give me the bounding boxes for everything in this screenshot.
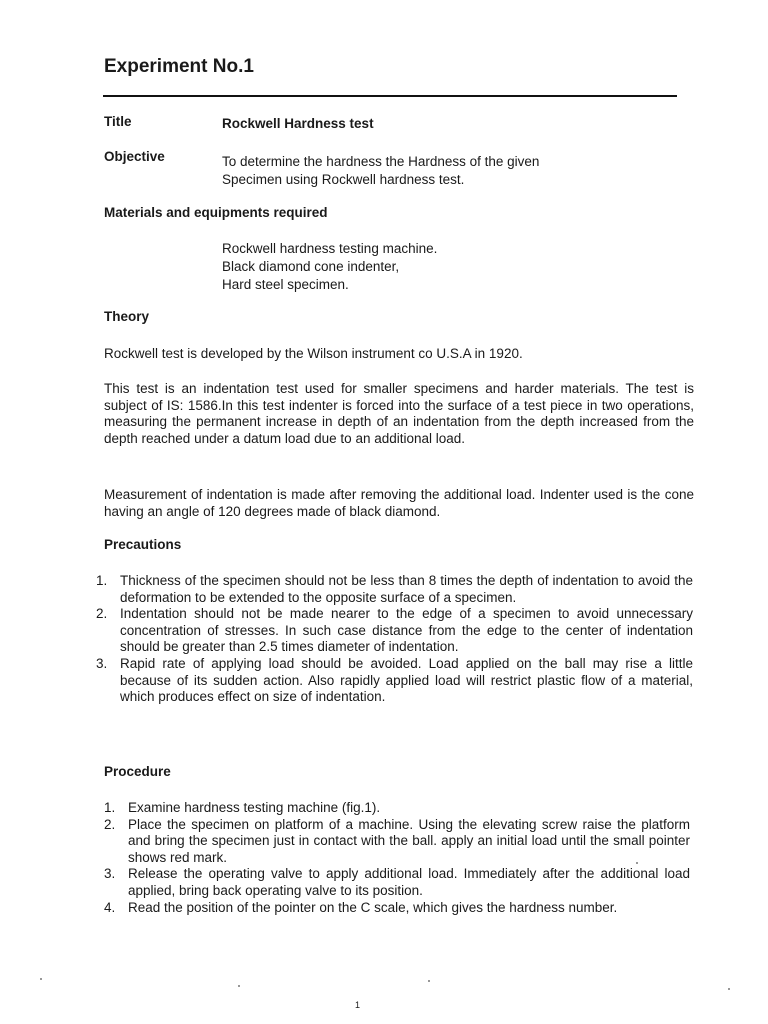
page-number: 1 [355, 1000, 361, 1010]
objective-label: Objective [104, 149, 165, 164]
materials-list [222, 240, 437, 294]
precaution-item [96, 606, 693, 656]
precaution-text: Indentation should not be made nearer to the edge of a specimen to avoid unnecessary concentration of stresses. In such case distance from the edge to the center of indentation should be greater than 2.5 times diameter of indentation. [120, 606, 693, 655]
title-value: Rockwell Hardness test [222, 116, 374, 131]
procedure-text: Examine hardness testing machine (fig.1). [128, 800, 381, 815]
procedure-text: Read the position of the pointer on the C scale, which gives the hardness number. [128, 899, 618, 915]
procedure-item [104, 899, 690, 917]
procedure-list [104, 800, 690, 916]
procedure-item [104, 866, 690, 899]
precautions-list [96, 573, 693, 706]
scan-speck [238, 985, 240, 987]
precaution-item [96, 655, 693, 706]
scan-speck [636, 862, 638, 864]
procedure-item [104, 816, 690, 867]
scan-speck [40, 978, 42, 980]
materials-label: Materials and equipments required [104, 205, 328, 220]
precaution-text: Rapid rate of applying load should be avoided. Load applied on the ball may rise a little because of its sudden action. Also rapidly applied load will restrict plastic flow of a material, which produces effect on size of indentation. [120, 655, 693, 705]
objective-line: To determine the hardness the Hardness of the given [222, 154, 540, 169]
procedure-text: Place the specimen on platform of a machine. Using the elevating screw raise the platform and bring the specimen just in contact with the ball. apply an initial load until the small pointer shows red mark. [128, 816, 690, 865]
precaution-number: 2. [96, 606, 108, 622]
procedure-label: Procedure [104, 764, 171, 779]
materials-item: Hard steel specimen. [222, 277, 349, 292]
procedure-number: 3. [104, 866, 116, 882]
title-label: Title [104, 114, 132, 129]
procedure-number: 4. [104, 899, 116, 915]
experiment-heading: Experiment No.1 [104, 56, 254, 77]
procedure-item [104, 800, 690, 817]
precautions-label: Precautions [104, 537, 182, 552]
procedure-number: 1. [104, 800, 116, 815]
scan-speck [428, 980, 430, 982]
heading-divider [103, 95, 677, 97]
precaution-item [96, 573, 693, 606]
materials-item: Black diamond cone indenter, [222, 259, 400, 274]
procedure-text: Release the operating valve to apply additional load. Immediately after the additional load applied, bring back operating valve to its position. [128, 866, 690, 898]
theory-paragraph: Measurement of indentation is made after removing the additional load. Indenter used is the cone having an angle of 120 degrees made of black diamond. [104, 487, 694, 519]
procedure-number: 2. [104, 816, 116, 832]
materials-item: Rockwell hardness testing machine. [222, 241, 438, 256]
precaution-number: 3. [96, 655, 108, 671]
scan-speck [728, 988, 730, 990]
precaution-text: Thickness of the specimen should not be less than 8 times the depth of indentation to avoid the deformation to be extended to the opposite surface of a specimen. [120, 573, 693, 605]
theory-paragraph: This test is an indentation test used for smaller specimens and harder materials. The test is subject of IS: 1586.In this test indenter is forced into the surface of a test piece in two operations, measuring the permanent increase in depth of an indentation from the depth increased from the depth reached under a datum load due to an additional load. [104, 381, 694, 446]
objective-line: Specimen using Rockwell hardness test. [222, 172, 465, 187]
theory-label: Theory [104, 309, 150, 324]
theory-paragraph: Rockwell test is developed by the Wilson instrument co U.S.A in 1920. [104, 346, 523, 361]
objective-text [222, 153, 539, 189]
precaution-number: 1. [96, 573, 108, 588]
